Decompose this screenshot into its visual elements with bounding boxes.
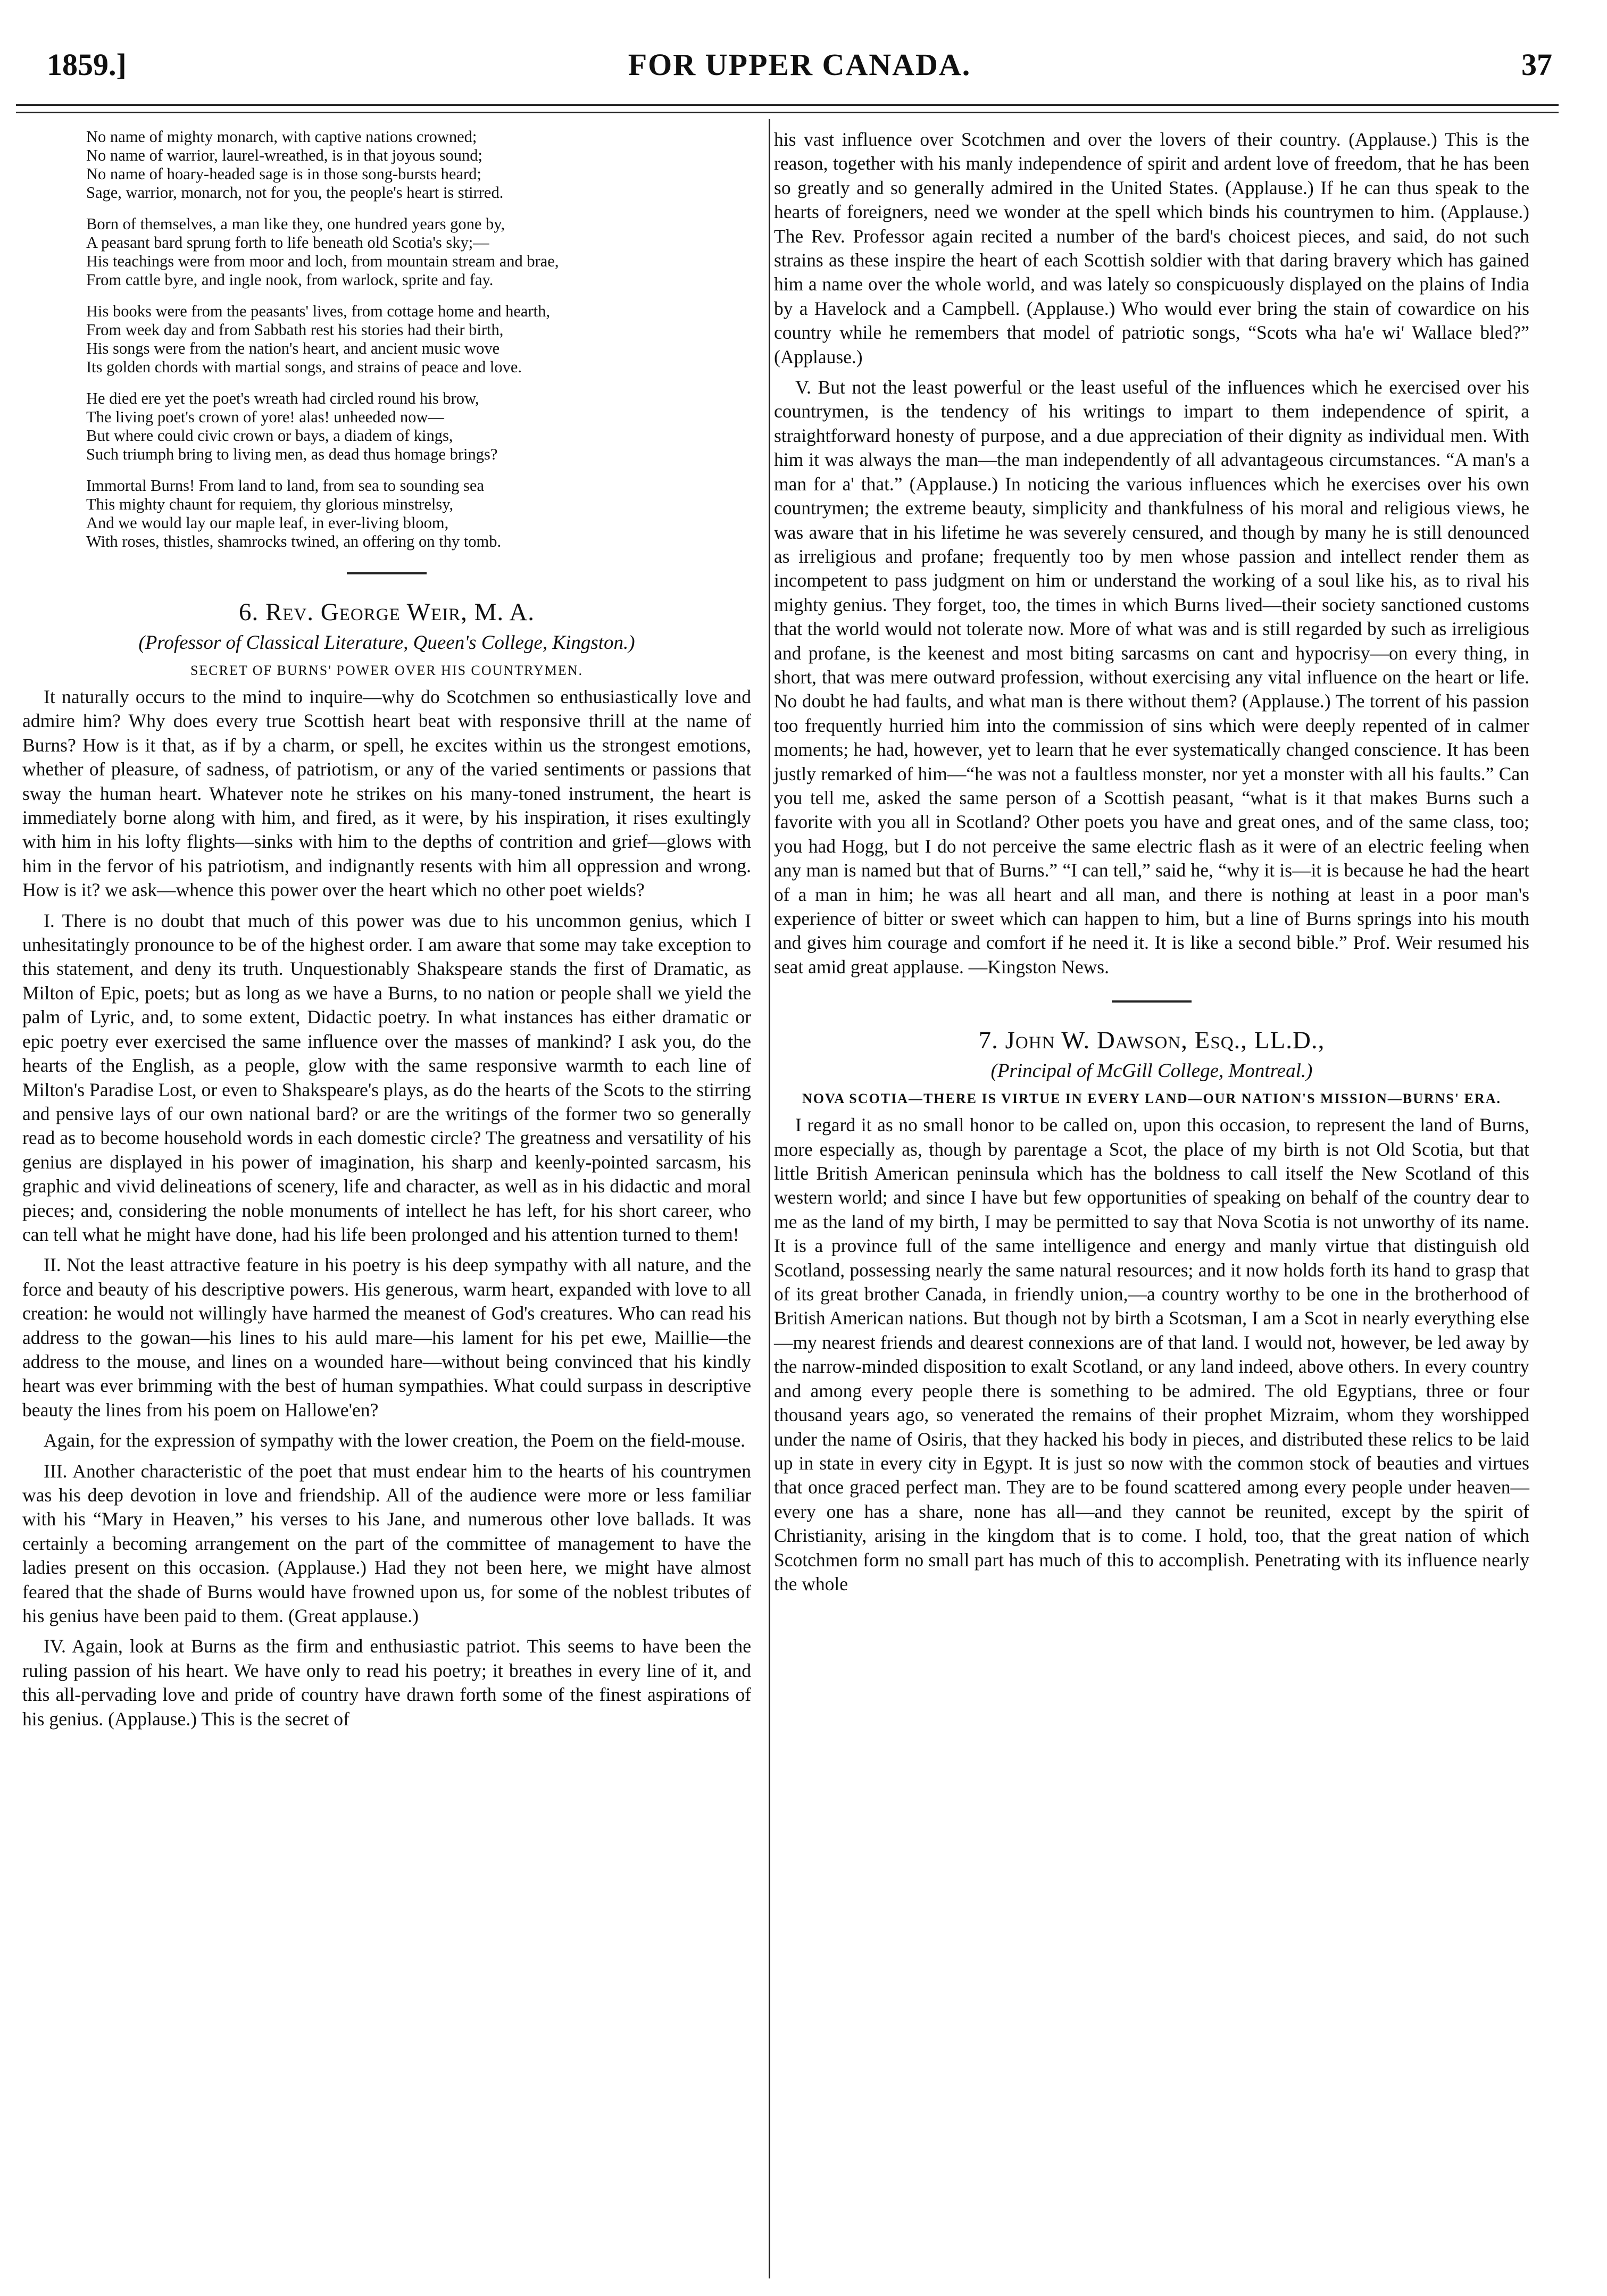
poem-line: No name of mighty monarch, with captive nations crowned;	[86, 128, 477, 146]
poem-line: And we would lay our maple leaf, in ever-living bloom,	[86, 514, 449, 532]
paragraph-continuation: his vast influence over Scotchmen and over the lovers of their country. (Applause.) This is the reason, together with his manly independence of spirit and ardent love of freedom, that he has been so greatly and so generally admired in the United States. (Applause.) If he can thus speak to the hearts of foreigners, need we wonder at the spell which binds his countrymen to him. (Applause.) The Rev. Professor again recited a number of the bard's choicest pieces, and said, do not such strains as these inspire the heart of each Scottish soldier with that daring bravery which has gained him a name over the whole world, and was lately so conspicuously displayed on the plains of India by a Havelock and a Campbell. (Applause.) Who would ever bring the stain of cowardice on his country while he remembers that model of patriotic songs, “Scots wha ha'e wi' Wallace bled?” (Applause.)	[774, 129, 1529, 368]
section-heading	[774, 1025, 1529, 1056]
section-separator	[1112, 1000, 1192, 1003]
paragraph: III. Another characteristic of the poet that must endear him to the hearts of his countrymen was his deep devotion in love and friendship. All of the audience were more or less familiar with his “Mary in Heaven,” his verses to his Jane, and numerous other love ballads. It was certainly a becoming arrangement on the part of the committee of management to have the ladies present on this occasion. (Applause.) Had they not been here, we might have almost feared that the shade of Burns would have frowned upon us, for some of the noblest tributes of his genius have been paid to them. (Great applause.)	[22, 1460, 751, 1627]
header-rule-bottom	[16, 112, 1559, 113]
speaker-affiliation: (Professor of Classical Literature, Queen's College, Kingston.)	[138, 632, 635, 654]
poem-line: With roses, thistles, shamrocks twined, an offering on thy tomb.	[86, 532, 502, 550]
poem-line: Its golden chords with martial songs, and strains of peace and love.	[86, 358, 522, 376]
left-column	[22, 128, 751, 1738]
speaker-name: John W. Dawson, Esq., LL.D.,	[1005, 1026, 1325, 1055]
poem-line: Born of themselves, a man like they, one hundred years gone by,	[86, 215, 505, 233]
poem-stanza	[86, 302, 740, 377]
poem-line: Sage, warrior, monarch, not for you, the people's heart is stirred.	[86, 183, 504, 202]
section-number: 7.	[978, 1026, 998, 1055]
poem-line: A peasant bard sprung forth to life beneath old Scotia's sky;—	[86, 233, 489, 252]
running-head-date: 1859.]	[47, 47, 127, 82]
section-heading	[22, 597, 751, 628]
poem-line: This mighty chaunt for requiem, thy glorious minstrelsy,	[86, 495, 454, 513]
poem-stanza	[86, 389, 740, 464]
poem-line: His books were from the peasants' lives, from cottage home and hearth,	[86, 302, 550, 320]
paragraph: IV. Again, look at Burns as the firm and enthusiastic patriot. This seems to have been the ruling passion of his heart. We have only to read his poetry; it breathes in every line of it, and this all-pervading love and pride of country have drawn forth some of the finest aspirations of his genius. (Applause.) This is the secret of	[22, 1635, 751, 1730]
speaker-affiliation: (Principal of McGill College, Montreal.)	[990, 1060, 1313, 1082]
poem	[86, 128, 740, 551]
poem-line: From week day and from Sabbath rest his stories had their birth,	[86, 321, 504, 339]
poem-line: From cattle byre, and ingle nook, from warlock, sprite and fay.	[86, 271, 494, 289]
section-separator	[347, 572, 427, 574]
right-column	[774, 128, 1529, 1602]
column-divider	[769, 119, 770, 2278]
section-number: 6.	[238, 598, 259, 626]
poem-stanza	[86, 477, 740, 551]
header-rule-top	[16, 104, 1559, 106]
poem-line: His songs were from the nation's heart, and ancient music wove	[86, 339, 500, 357]
speaker-name: Rev. George Weir, M. A.	[265, 598, 535, 626]
poem-stanza	[86, 128, 740, 202]
poem-line: No name of hoary-headed sage is in those song-bursts heard;	[86, 165, 481, 183]
running-head-title: FOR UPPER CANADA.	[628, 47, 971, 82]
speech-topic: NOVA SCOTIA—THERE IS VIRTUE IN EVERY LAND—OUR NATION'S MISSION—BURNS' ERA.	[802, 1091, 1501, 1107]
poem-line: But where could civic crown or bays, a diadem of kings,	[86, 427, 453, 445]
speech-topic: SECRET OF BURNS' POWER OVER HIS COUNTRYMEN.	[190, 663, 584, 678]
paragraph: I. There is no doubt that much of this power was due to his uncommon genius, which I unhesitatingly pronounce to be of the highest order. I am aware that some may take exception to this statement, and deny its truth. Unquestionably Shakspeare stands the first of Dramatic, as Milton of Epic, poets; but as long as we have a Burns, to no nation or people shall we yield the palm of Lyric, and, to some extent, Didactic poetry. In what instances has either dramatic or epic poetry ever exercised the same influence over the masses of mankind? I ask you, do the hearts of the English, as a people, glow with the same responsive warmth to each line of Milton's Paradise Lost, or even to Shakspeare's plays, as do the hearts of the Scots to the stirring and pensive lays of our own national bard? or are the writings of the former two so generally read as to become household words in each domestic circle? The greatness and versatility of his genius are displayed in his power of imagination, his sharp and keenly-pointed sarcasm, his graphic and vivid delineations of scenery, life and character, as well as in his didactic and moral pieces; and, considering the noble monuments of intellect he has left, for his short career, who can tell what he might have done, had his life been prolonged and his attention turned to them!	[22, 909, 751, 1245]
paragraph: V. But not the least powerful or the least useful of the influences which he exercised over his countrymen, is the tendency of his writings to impart to them independence of spirit, a straightforward honesty of purpose, and a due appreciation of their dignity as individual men. With him it was always the man—the man independently of all advantageous circumstances. “A man's a man for a' that.” (Applause.) In noticing the various influences which he exercises over his own countrymen; the extreme beauty, simplicity and thankfulness of his moral and religious views, he was aware that in his lifetime he was severely censured, and though by many he is still denounced as irreligious and profane; frequently too by men whose passion and intellect render them as incompetent to pass judgment on him or understand the working of a soul like his, as to rival his mighty genius. They forget, too, the times in which Burns lived—their society sanctioned customs that the world would not tolerate now. More of what was and is still regarded by such as irreligious and profane, is the keenest and most biting sarcasms on cant and hypocrisy—on every thing, in short, that was mere outward profession, without exercising any vital influence on the heart or life. No doubt he had faults, and what man is there without them? (Applause.) The torrent of his passion too frequently hurried him into the commission of sins which were deeply repented of in calmer moments; he had, however, yet to learn that he ever systematically changed conscience. It has been justly remarked of him—“he was not a faultless monster, nor yet a monster with all his faults.” Can you tell me, asked the same person of a Scottish peasant, “what is it that makes Burns such a favorite with you all in Scotland? Other poets you have and great ones, and of the same class, too; you had Hogg, but I do not perceive the same electric flash as it were of an electric feeling when any man is named but that of Burns.” “I can tell,” said he, “why it is—it is because he had the heart of a man in him; he was all heart and all man, and there is nothing at least in a poor man's experience of bitter or sweet which can happen to him, but a line of Burns springs into his mouth and gives him courage and comfort if he need it. It is like a second bible.” Prof. Weir resumed his seat amid great applause. —Kingston News.	[774, 377, 1529, 978]
paragraph: I regard it as no small honor to be called on, upon this occasion, to represent the land of Burns, more especially as, though by parentage a Scot, the place of my birth is not Old Scotia, but that little British American peninsula which has the boldness to call itself the New Scotland of this western world; and since I have but few opportunities of speaking on behalf of the country dear to me as the land of my birth, I may be permitted to say that Nova Scotia is not unworthy of its name. It is a province full of the same intelligence and energy and manly virtue that distinguish old Scotland, possessing nearly the same natural resources; and it now holds forth its hand to grasp that of its great brother Canada, in friendly union,—a country worthy to be one in the brotherhood of British American nations. But though not by birth a Scotsman, I am a Scot in nearly everything else—my nearest friends and dearest connexions are of that land. I would not, however, be led away by the narrow-minded disposition to exalt Scotland, or any land indeed, above others. In every country and among every people there is something to be admired. The old Egyptians, three or four thousand years ago, so venerated the remains of their prophet Mizraim, whom they worshipped under the name of Osiris, that they hacked his body in pieces, and distributed these relics to be laid up in state in every city in Egypt. It is just so now with the common stock of beauties and virtues that once graced perfect man. They are to be found scattered among every people under heaven—every one has a share, none has all—and they cannot be reunited, except by the spirit of Christianity, arising in the kingdom that is to come. I hold, too, that the great nation of which Scotchmen form no small part has much of this to accomplish. Penetrating with its influence nearly the whole	[774, 1114, 1529, 1594]
paragraph: It naturally occurs to the mind to inquire—why do Scotchmen so enthusiastically love and admire him? Why does every true Scottish heart beat with responsive thrill at the name of Burns? How is it that, as if by a charm, or spell, he excites within us the strongest emotions, whether of pleasure, of sadness, of patriotism, or any of the varied sentiments or passions that sway the human heart. Whatever note he strikes on his many-toned instrument, the heart is immediately borne along with him, and fired, as it were, by his inspiration, it rises exultingly with him in his lofty flights—sinks with him to the depths of contrition and grief—glows with him in the fervor of his patriotism, and indignantly resents with him all oppression and wrong. How is it? we ask—whence this power over the heart which no other poet wields?	[22, 686, 751, 901]
running-head	[47, 47, 1552, 89]
poem-line: No name of warrior, laurel-wreathed, is in that joyous sound;	[86, 146, 482, 164]
poem-line: Immortal Burns! From land to land, from sea to sounding sea	[86, 477, 484, 495]
page-number: 37	[1521, 47, 1552, 82]
poem-line: The living poet's crown of yore! alas! unheeded now—	[86, 408, 444, 426]
paragraph: II. Not the least attractive feature in his poetry is his deep sympathy with all nature, and the force and beauty of his descriptive powers. His generous, warm heart, expanded with love to all creation: he would not willingly have harmed the meanest of God's creatures. Who can read his address to the gowan—his lines to his auld mare—his lament for his pet ewe, Maillie—the address to the mouse, and lines on a wounded hare—without being convinced that his kindly heart was ever brimming with the best of human sympathies. What could surpass in descriptive beauty the lines from his poem on Hallowe'en?	[22, 1254, 751, 1421]
paragraph: Again, for the expression of sympathy with the lower creation, the Poem on the field-mouse.	[44, 1430, 746, 1451]
poem-line: Such triumph bring to living men, as dead thus homage brings?	[86, 445, 498, 463]
poem-line: He died ere yet the poet's wreath had circled round his brow,	[86, 389, 479, 407]
poem-line: His teachings were from moor and loch, from mountain stream and brae,	[86, 252, 559, 270]
poem-stanza	[86, 215, 740, 289]
